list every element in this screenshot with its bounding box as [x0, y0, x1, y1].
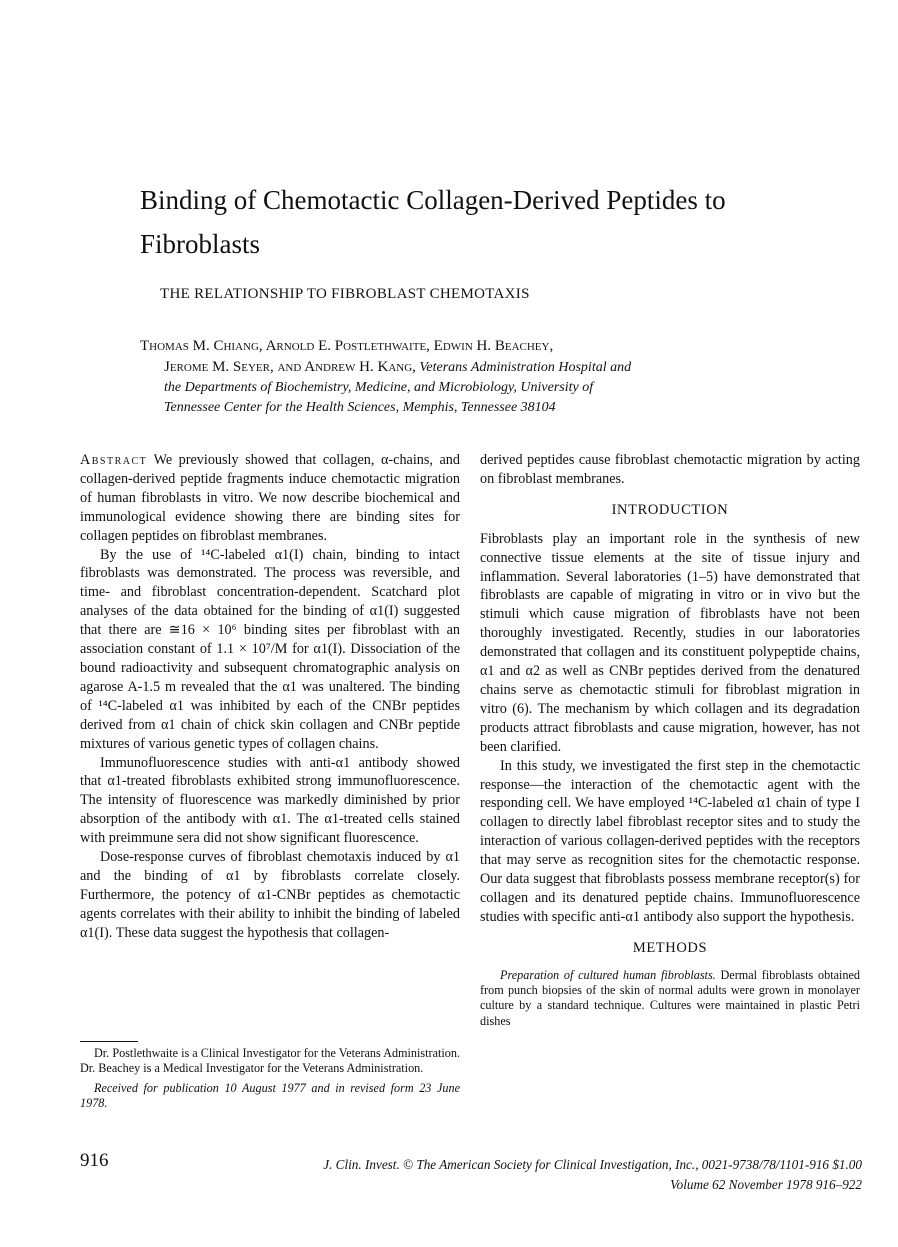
page-number: 916: [80, 1150, 109, 1171]
abstract-paragraph-3: Immunofluorescence studies with anti-α1 antibody showed that α1-treated fibroblasts exhibited strong immunofluorescence. The intensity of fluorescence was markedly diminished by prior absorption of the antibody with α1. The α1-treated cells stained with preimmune sera did not show significant fluorescence.: [80, 754, 460, 847]
right-column: [480, 451, 860, 1029]
abstract-paragraph-2: By the use of ¹⁴C-labeled α1(I) chain, binding to intact fibroblasts was demonstrated. The process was reversible, and time- and fibroblast concentration-dependent. Scatchard plot analyses of the data obtained for the binding of α1(I) suggested that there are ≅16 × 10⁶ binding sites per fibroblast with an association constant of 1.1 × 10⁷/M for α1(I). Dissociation of the bound radioactivity and subsequent chromatographic analysis on agarose A-1.5 m revealed that the α1 was unaltered. The binding of ¹⁴C-labeled α1 was inhibited by each of the CNBr peptides derived from α1 chain of chick skin collagen and CNBr peptide mixtures of various genetic types of collagen chains.: [80, 546, 460, 752]
introduction-paragraph-1: Fibroblasts play an important role in the synthesis of new connective tissue elements at the site of tissue injury and inflammation. Several laboratories (1–5) have demonstrated that fibroblasts are capable of migrating in vitro or in vivo but the stimuli which cause migration of fibroblasts have not been thoroughly investigated. Recently, studies in our laboratories demonstrated that collagen and its constituent polypeptide chains, α1 and α2 as well as CNBr peptides derived from the denatured chains serve as chemotactic stimuli for fibroblast migration in vitro (6). The mechanism by which collagen and its degradation products attract fibroblasts and cause migration, however, has not been clarified.: [480, 530, 860, 755]
authors-line-2-affiliation: Veterans Administration Hospital and: [415, 360, 632, 375]
article-subtitle: THE RELATIONSHIP TO FIBROBLAST CHEMOTAXIS: [160, 286, 530, 302]
authors-line-1: Thomas M. Chiang, Arnold E. Postlethwaite, Edwin H. Beachey,: [140, 338, 554, 354]
abstract-paragraph-1: Abstract We previously showed that collagen, α-chains, and collagen-derived peptide fragments induce chemotactic migration of human fibroblasts in vitro. We now describe biochemical and immunological evidence showing there are binding sites for collagen peptides on fibroblast membranes.: [80, 452, 460, 544]
authors-block: [140, 336, 780, 418]
introduction-heading: INTRODUCTION: [611, 501, 729, 518]
authors-line-4: Tennessee Center for the Health Sciences, Memphis, Tennessee 38104: [164, 400, 556, 415]
authors-line-2: [140, 357, 780, 378]
methods-heading: METHODS: [632, 939, 708, 956]
methods-subheading: Preparation of cultured human fibroblasts.: [500, 967, 716, 982]
abstract-paragraph-4-continued: derived peptides cause fibroblast chemotactic migration by acting on fibroblast membranes.: [480, 452, 860, 487]
footnotes: [80, 1046, 460, 1115]
abstract-label: Abstract: [80, 452, 148, 468]
abstract-paragraph-4: Dose-response curves of fibroblast chemotaxis induced by α1 and the binding of α1 by fibroblasts correlate closely. Furthermore, the potency of α1-CNBr peptides as chemotactic agents correlates with their ability to inhibit the binding of labeled α1(I). These data suggest the hypothesis that collagen-: [80, 849, 460, 941]
authors-line-2-names: Jerome M. Seyer, and Andrew H. Kang,: [164, 359, 416, 375]
journal-footer: [198, 1155, 862, 1195]
journal-citation: J. Clin. Invest. © The American Society for Clinical Investigation, Inc., 0021-9738/78/1101-916 $1.00: [323, 1157, 862, 1172]
introduction-paragraph-2: In this study, we investigated the first step in the chemotactic response—the interaction of the chemotactic agent with the responding cell. We have employed ¹⁴C-labeled α1 chain of type I collagen to directly label fibroblast receptor sites and to study the interaction of various collagen-derived peptides with the receptors that may serve as recognition sites for the chemotactic response. Our data suggest that fibroblasts possess membrane receptor(s) for collagen and its denatured peptide chains. Immunofluorescence studies with specific anti-α1 antibody also support the hypothesis.: [480, 757, 860, 925]
footnote-rule: [80, 1041, 138, 1042]
authors-line-3: the Departments of Biochemistry, Medicine, and Microbiology, University of: [164, 380, 594, 395]
footnote-2: Received for publication 10 August 1977 and in revised form 23 June 1978.: [80, 1080, 460, 1110]
journal-volume: Volume 62 November 1978 916–922: [670, 1177, 862, 1192]
article-title: Binding of Chemotactic Collagen-Derived Peptides to Fibroblasts: [140, 185, 726, 259]
left-column: [80, 451, 460, 943]
footnote-1: Dr. Postlethwaite is a Clinical Investigator for the Veterans Administration. Dr. Beachey is a Medical Investigator for the Veterans Administration.: [80, 1046, 460, 1076]
methods-paragraph: Preparation of cultured human fibroblasts. Dermal fibroblasts obtained from punch biopsies of the skin of normal adults were grown in monolayer culture by a standard technique. Cultures were maintained in plastic Petri dishes: [480, 967, 860, 1028]
